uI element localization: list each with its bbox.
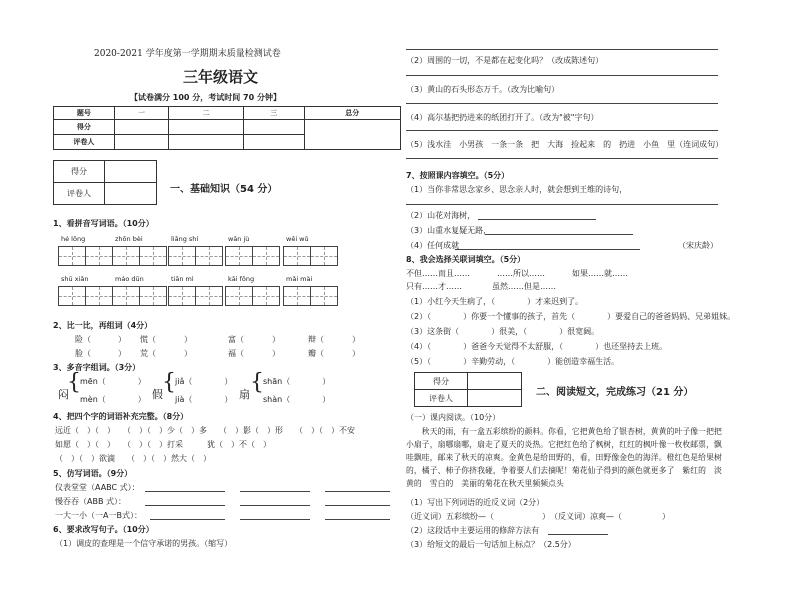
tianzige-box[interactable] <box>225 246 253 266</box>
q3-label: 3、多音字组词。（3分） <box>53 363 141 372</box>
pinyin-label: wēi wǔ <box>286 235 309 243</box>
poly1-a[interactable]: mēn（ ） <box>80 377 146 386</box>
answer-line[interactable] <box>406 75 718 76</box>
compare-cell[interactable]: ） <box>118 349 126 358</box>
box-label: 得分 <box>415 373 468 390</box>
pinyin-label: zhōn bèi <box>115 235 143 243</box>
poly3-b[interactable]: shàn（ ） <box>263 395 331 404</box>
answer-line[interactable] <box>325 505 390 506</box>
compare-cell[interactable]: ） <box>352 335 360 344</box>
answer-line[interactable] <box>150 519 225 520</box>
score-cell[interactable] <box>114 120 169 135</box>
poly1-char: 闷 <box>58 388 69 401</box>
reading-sub-title: （一）课内阅读。（10分） <box>406 413 501 422</box>
poem-author: （宋庆龄） <box>678 241 718 250</box>
score-header: 题号 <box>54 107 115 120</box>
q1-label: 1、看拼音写词语。（10分） <box>53 219 154 228</box>
conj-word: 只有……才…… <box>406 282 462 291</box>
poem-item: （2）山花对海树， <box>406 211 476 220</box>
answer-line[interactable] <box>325 519 390 520</box>
pinyin-label: hé lǒng <box>61 235 86 243</box>
compare-cell: 慌（ <box>140 335 156 344</box>
poly2-a[interactable]: jiǎ（ ） <box>175 377 233 386</box>
rewrite-sentence: （1）调皮的查理是一个信守承诺的男孩。（缩写） <box>55 539 233 548</box>
answer-line[interactable] <box>478 219 596 220</box>
section2-score-box <box>414 372 522 407</box>
conj-item[interactable]: （2）（ ）你要一个懂事的孩子，首先（ ）要爱自己的爸爸妈妈、兄弟姐妹。 <box>406 312 736 321</box>
poem-item: （3）山重水复疑无路， <box>406 226 492 235</box>
compare-cell: 脸（ <box>75 349 91 358</box>
section1-score-box <box>53 160 157 205</box>
compare-cell[interactable]: ） <box>272 335 280 344</box>
reading-q2: （2）这段话中主要运用的修辞方法有 <box>406 526 540 535</box>
section1-title: 一、基础知识（54 分） <box>170 184 278 195</box>
reading-q3: （3）给短文的最后一句话加上标点？（2.5分） <box>406 540 576 549</box>
answer-line[interactable] <box>485 234 633 235</box>
q5-label: 5、仿写词语。（9分） <box>53 469 133 478</box>
box-label: 评卷人 <box>54 183 105 205</box>
tianzige-box[interactable] <box>310 286 338 306</box>
score-cell[interactable] <box>243 135 304 150</box>
fill-row[interactable]: 如愿（ ）（ ） （ ）（ ）打采 犹（ ）不（ ） <box>55 440 271 449</box>
tianzige-box[interactable] <box>58 286 86 306</box>
score-cell[interactable] <box>114 135 169 150</box>
conj-item[interactable]: （1）小红今天生病了，（ ）才来迟到了。 <box>406 297 584 306</box>
reading-q1: （1）写出下列词语的近反义词（2分） <box>406 498 545 507</box>
answer-line[interactable] <box>548 534 608 535</box>
answer-line[interactable] <box>406 49 718 50</box>
box-label: 评卷人 <box>415 390 468 407</box>
box-cell[interactable] <box>468 390 522 407</box>
answer-line[interactable] <box>240 519 310 520</box>
tianzige-box[interactable] <box>283 246 311 266</box>
tianzige-box[interactable] <box>112 286 140 306</box>
score-header: 二 <box>169 107 244 120</box>
score-cell[interactable] <box>243 120 304 135</box>
pinyin-label: tiān mì <box>171 275 194 283</box>
tianzige-box[interactable] <box>168 246 196 266</box>
fill-row[interactable]: 远近（ ）（ ） （ ）（ ）少（ ）多 （ ）影（ ）形 （ ）（ ）不安 <box>55 426 355 435</box>
imitate-label: 一大一小（一A一B式）： <box>55 511 142 520</box>
conj-word: 不但……而且…… <box>406 269 470 278</box>
tianzige-box[interactable] <box>252 246 280 266</box>
tianzige-box[interactable] <box>195 286 223 306</box>
tianzige-box[interactable] <box>85 246 113 266</box>
compare-cell[interactable]: ） <box>184 349 192 358</box>
score-row-label: 评卷人 <box>54 135 115 150</box>
imitate-label: 仪表堂堂（AABC 式）： <box>55 483 140 492</box>
compare-cell: 荒（ <box>140 349 156 358</box>
pinyin-label: wān jù <box>228 235 250 243</box>
exam-note: 【试卷满分 100 分，考试时间 70 分钟】 <box>130 93 281 102</box>
pinyin-label: shū xiǎn <box>61 275 89 283</box>
q4-label: 4、把四个字的词语补充完整。（8分） <box>53 412 189 421</box>
conj-word: 如果……就…… <box>572 269 628 278</box>
compare-cell: 富（ <box>228 335 244 344</box>
answer-line[interactable] <box>145 491 225 492</box>
conj-word: 虽然……但是…… <box>492 282 556 291</box>
exam-title: 2020-2021 学年度第一学期期末质量检测试卷 <box>94 49 281 59</box>
box-label: 得分 <box>54 161 105 183</box>
compare-cell[interactable]: ） <box>118 335 126 344</box>
subject-title: 三年级语文 <box>183 68 259 86</box>
tianzige-box[interactable] <box>195 246 223 266</box>
poly3-char: 扇 <box>239 388 250 401</box>
answer-line[interactable] <box>406 158 718 159</box>
compare-cell[interactable]: ） <box>272 349 280 358</box>
tianzige-box[interactable] <box>58 246 86 266</box>
brace-icon: { <box>250 370 264 395</box>
conj-word: ……所以…… <box>497 269 545 278</box>
poly1-b[interactable]: mèn（ ） <box>80 395 146 404</box>
q2-label: 2、比一比，再组词（4分） <box>53 321 153 330</box>
pinyin-label: kāi fōng <box>228 275 255 283</box>
tianzige-box[interactable] <box>112 246 140 266</box>
poem-item: （1）当你非常思念家乡、思念亲人时，就会想到王维的诗句， <box>406 185 628 194</box>
rewrite-sentence: （2）周围的一切，不是都在起变化吗？（改成陈述句） <box>406 56 604 65</box>
reading-passage: 秋天的雨，有一盒五彩缤纷的颜料。你看，它把黄色给了银杏树，黄黄的叶子像一把把小扇子，扇哪扇哪，扇走了夏天的炎热。它把红色给了枫树，红红的枫叶像一枚枚邮票，飘哇飘哇，邮来了秋天的凉爽。金黄色是给田野的，看，田野像金色的海洋。橙红色是给果树的，橘子、柿子你挤我碰，争着要人们去摘呢！菊花仙子得到的颜色就更多了 紫红的 淡黄的 雪白的 美丽的菊花在秋天里频频点头 <box>406 427 722 488</box>
imitate-label: 慢吞吞（ABB 式）： <box>55 497 126 506</box>
tianzige-box[interactable] <box>85 286 113 306</box>
box-cell[interactable] <box>468 373 522 390</box>
tianzige-box[interactable] <box>139 246 167 266</box>
score-cell[interactable] <box>169 120 244 135</box>
score-header: 三 <box>243 107 304 120</box>
rewrite-sentence: （4）高尔基把扔进来的纸团打开了。（改为"被"字句） <box>406 113 599 122</box>
poly2-b[interactable]: jià（ ） <box>175 395 233 404</box>
answer-line[interactable] <box>325 491 390 492</box>
brace-icon: { <box>67 370 81 395</box>
answer-line[interactable] <box>145 505 225 506</box>
compare-cell[interactable]: ） <box>352 349 360 358</box>
compare-cell: 瓣（ <box>308 349 324 358</box>
pinyin-label: mǎi mài <box>286 275 313 283</box>
answer-line[interactable] <box>406 103 718 104</box>
rewrite-sentence: （3）黄山的石头形态万千。（改为比喻句） <box>406 85 560 94</box>
conj-item[interactable]: （3）这条街（ ）很美，（ ）很宽阔。 <box>406 327 600 336</box>
q8-label: 8、我会选择关联词填空。（5分） <box>406 255 526 264</box>
tianzige-box[interactable] <box>168 286 196 306</box>
answer-line[interactable] <box>455 249 640 250</box>
score-row-label: 得分 <box>54 120 115 135</box>
score-table <box>53 106 401 150</box>
answer-line[interactable] <box>240 505 310 506</box>
q6-label: 6、要求改写句子。（10分） <box>53 525 154 534</box>
compare-cell: 福（ <box>228 349 244 358</box>
rewrite-sentence: （5）浅水洼 小男孩 一条一条 把 大海 捡起来 的 扔进 小鱼 里（连词成句） <box>406 140 724 149</box>
pinyin-label: máo dūn <box>115 275 144 283</box>
poly3-a[interactable]: shān（ ） <box>263 377 331 386</box>
compare-cell[interactable]: ） <box>184 335 192 344</box>
fill-row[interactable]: （ ）（ ）欲滴 （ ）（ ）然大（ ） <box>55 454 211 463</box>
poly2-char: 假 <box>152 388 163 401</box>
tianzige-box[interactable] <box>310 246 338 266</box>
compare-cell: 辩（ <box>308 335 324 344</box>
answer-line[interactable] <box>240 491 310 492</box>
conj-item[interactable]: （4）（ ）爸爸今天觉得不太舒服，（ ）也还坚持去上班。 <box>406 342 668 351</box>
score-cell[interactable] <box>304 120 400 150</box>
poem-item: （4）任何成就 <box>406 241 460 250</box>
score-header: 总分 <box>304 107 400 120</box>
pinyin-label: liǎng shí <box>171 235 199 243</box>
tianzige-box[interactable] <box>225 286 253 306</box>
score-header: 一 <box>114 107 169 120</box>
reading-q1-answer[interactable]: （近义词）五彩缤纷—（ ） （反义词）凉爽—（ ） <box>406 512 670 521</box>
q7-label: 7、按照课内容填空。（5分） <box>406 171 510 180</box>
score-cell[interactable] <box>169 135 244 150</box>
conj-item[interactable]: （5）（ ）辛勤劳动，（ ）能创造幸福生活。 <box>406 357 620 366</box>
answer-line[interactable] <box>406 130 718 131</box>
box-cell[interactable] <box>105 183 157 205</box>
compare-cell: 险（ <box>75 335 91 344</box>
box-cell[interactable] <box>105 161 157 183</box>
answer-line[interactable] <box>406 204 718 205</box>
tianzige-box[interactable] <box>252 286 280 306</box>
tianzige-box[interactable] <box>139 286 167 306</box>
tianzige-box[interactable] <box>283 286 311 306</box>
section2-title: 二、阅读短文，完成练习（21 分） <box>536 387 694 398</box>
brace-icon: { <box>162 370 176 395</box>
